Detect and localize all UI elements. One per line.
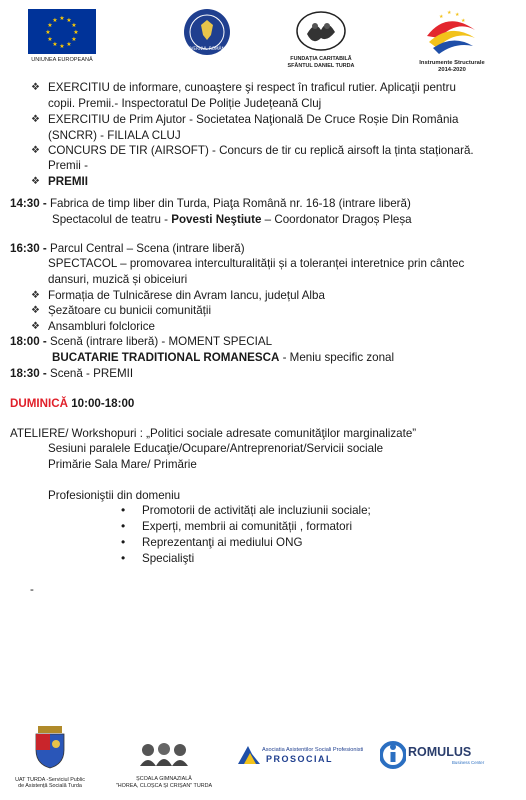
svg-text:★: ★ [455,12,460,18]
romulus-label-2: Business Center [452,760,485,765]
time-label: 16:30 - [10,242,47,255]
sunday-heading [10,396,134,411]
footer-logos [0,720,526,800]
schedule-1430 [10,196,411,211]
professional-item: Specialişti [142,552,195,565]
list-item-line: EXERCITIU de Prim Ajutor - Societatea Naţională De Cruce Roșie Din România [48,113,459,126]
structural-instruments-logo [423,6,479,56]
time-label: 14:30 - [10,197,47,210]
foundation-label-2: SFÂNTUL DANIEL TURDA [287,63,355,69]
list-item-line: PREMII [48,175,88,188]
foundation-label-1: FUNDAȚIA CARITABILĂ [290,56,352,62]
hours-label: 10:00-18:00 [67,397,135,410]
workshops-title: ATELIERE/ Workshopuri : „Politici sociale adresate comunităţilor marginalizate” [10,427,417,440]
event-title: BUCATARIE TRADITIONAL ROMANESCA [52,351,280,364]
svg-text:★: ★ [447,10,452,16]
svg-text:★: ★ [66,17,72,24]
spectacle-line: dansuri, muzică și obiceiuri [48,273,188,286]
event-text: - Meniu specific zonal [279,351,395,364]
svg-text:★: ★ [47,22,53,29]
school-label-1: ȘCOALA GIMNAZIALĂ [136,776,192,782]
professionals-heading: Profesioniştii din domeniu [48,489,181,502]
school-portraits-logo [138,740,190,766]
event-text: Fabrica de timp liber din Turda, Piaţa Română nr. 16-18 (intrare liberă) [46,197,411,210]
romulus-label-1: ROMULUS [408,745,472,759]
diamond-bullet-icon: ❖ [31,305,40,316]
professional-item: Promotorii de activități ale incluziunii sociale; [142,504,371,517]
list-item: Ansambluri folclorice [48,320,155,333]
svg-text:★: ★ [71,36,77,43]
event-text: – Coordonator Dragoș Pleșa [261,213,412,226]
time-label: 18:30 - [10,367,47,380]
svg-text:★: ★ [59,43,65,50]
eu-label: UNIUNEA EUROPEANĂ [31,57,93,63]
schedule-1800-sub [52,350,394,365]
list-item-line: CONCURS DE TIR (AIRSOFT) - Concurs de tir cu replică airsoft la ținta staționară. [48,144,474,157]
professional-item: Experți, membrii ai comunității , formatori [142,520,353,533]
list-item-line: copii. Premii.- Inspectoratul De Poliție Județeană Cluj [48,97,322,110]
government-seal-logo [183,8,231,56]
event-text: Scenă - PREMII [46,367,134,380]
instr-label-1: Instrumente Structurale [419,60,485,66]
svg-text:★: ★ [439,14,444,20]
event-text: Spectacolul de teatru - [52,213,172,226]
svg-text:★: ★ [52,41,58,48]
time-label: 18:00 - [10,335,47,348]
spectacle-line: SPECTACOL – promovarea interculturalității și a toleranței interetnice prin cântec [48,257,465,270]
romulus-logo-icon [380,740,406,770]
turda-coat-of-arms-logo [32,726,68,770]
svg-text:★: ★ [461,18,466,24]
dot-bullet-icon: • [121,535,126,549]
event-text: Parcul Central – Scena (intrare liberă) [46,242,245,255]
turda-label-2: de Asistență Socială Turda [18,783,82,789]
list-item: Formația de Tulnicărese din Avram Iancu, județul Alba [48,289,325,302]
workshops-location: Primărie Sala Mare/ Primărie [48,458,197,471]
diamond-bullet-icon: ❖ [31,290,40,301]
dash-mark: - [30,583,34,596]
svg-text:★: ★ [45,29,51,36]
prosocial-label-2: PROSOCIAL [266,754,334,764]
svg-text:GUVERNUL ROMÂNIEI: GUVERNUL ROMÂNIEI [184,46,230,51]
list-item-line: EXERCITIU de informare, cunoaştere şi respect în traficul rutier. Aplicaţii pentru [48,81,456,94]
svg-text:★: ★ [73,29,79,36]
workshops-sessions: Sesiuni paralele Educaţie/Ocupare/Antreprenoriat/Servicii sociale [48,442,384,455]
prosocial-label-1: Asociatia Asistentilor Sociali Profesionisti [262,747,364,753]
svg-text:★: ★ [71,22,77,29]
dot-bullet-icon: • [121,551,126,565]
professional-item: Reprezentanţi ai mediului ONG [142,536,303,549]
eu-flag-logo [28,9,96,54]
instr-label-2: 2014-2020 [438,67,466,73]
svg-text:★: ★ [47,36,53,43]
diamond-bullet-icon: ❖ [31,82,40,93]
prosocial-logo-icon [236,744,262,766]
dot-bullet-icon: • [121,503,126,517]
schedule-1430-sub [52,212,412,227]
list-item-line: (SNCRR) - FILIALA CLUJ [48,129,181,142]
svg-text:★: ★ [59,15,65,22]
schedule-1630 [10,241,245,256]
diamond-bullet-icon: ❖ [31,321,40,332]
event-text: Scenă (intrare liberă) - MOMENT SPECIAL [46,335,273,348]
schedule-1800 [10,334,272,349]
diamond-bullet-icon: ❖ [31,176,40,187]
turda-label-1: UAT TURDA -Serviciul Public [15,777,85,783]
diamond-bullet-icon: ❖ [31,114,40,125]
svg-text:★: ★ [52,17,58,24]
diamond-bullet-icon: ❖ [31,145,40,156]
svg-text:★: ★ [66,41,72,48]
foundation-logo [295,10,347,52]
day-label: DUMINICĂ [10,397,68,410]
school-label-2: "HOREA, CLOȘCA ȘI CRIȘAN" TURDA [115,783,213,789]
list-item-line: Premii - [48,159,88,172]
list-item: Șezătoare cu bunicii comunității [48,304,212,317]
header-logos [0,0,526,80]
dot-bullet-icon: • [121,519,126,533]
schedule-1830 [10,366,133,381]
event-title: Povesti Neştiute [171,213,262,226]
